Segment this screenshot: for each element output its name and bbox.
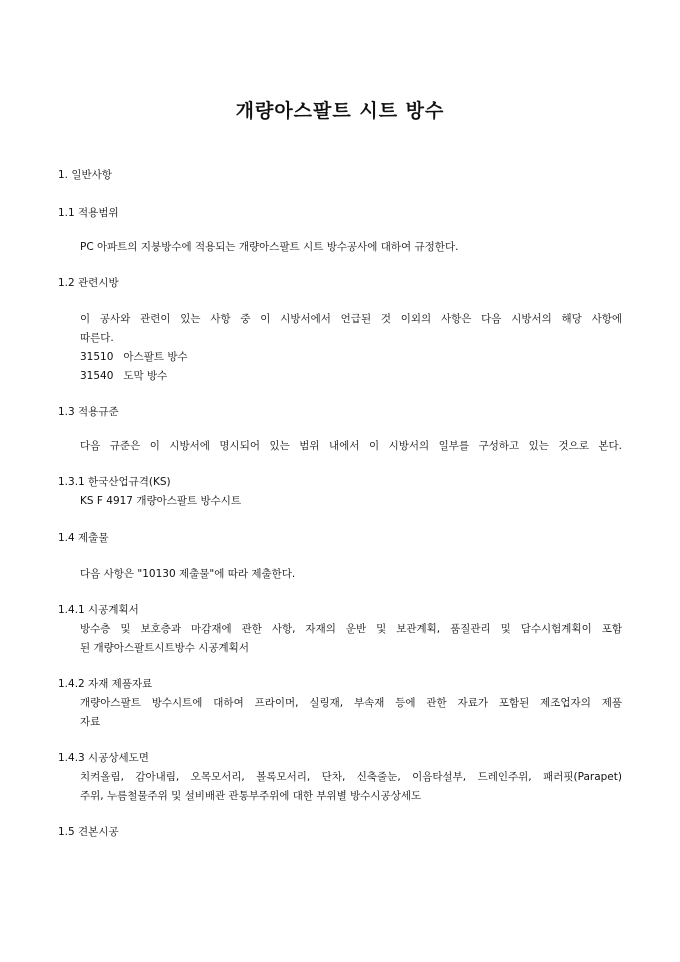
section-heading-1-5: 1.5 견본시공 <box>58 826 119 838</box>
section-text-1-2-line2: 따른다. <box>80 332 114 344</box>
section-heading-1-4-3: 1.4.3 시공상세도면 <box>58 752 149 764</box>
section-heading-1-3-1: 1.3.1 한국산업규격(KS) <box>58 476 171 488</box>
section-text-1-4-2-line2: 자료 <box>80 716 101 728</box>
document-title: 개량아스팔트 시트 방수 <box>235 100 445 122</box>
section-heading-1: 1. 일반사항 <box>58 169 112 181</box>
section-heading-1-4-2: 1.4.2 자재 제품자료 <box>58 678 153 690</box>
section-text-1-4-1-line1: 방수층 및 보호층과 마감재에 관한 사항, 자재의 운반 및 보관계획, 품질관리 및 담수시험계획이 포함 <box>80 623 622 635</box>
section-text-1-4-3-line2: 주위, 누름철물주위 및 설비배관 관통부주위에 대한 부위별 방수시공상세도 <box>80 790 422 802</box>
section-text-1-4-1-line2: 된 개량아스팔트시트방수 시공계획서 <box>80 642 249 654</box>
section-heading-1-3: 1.3 적용규준 <box>58 406 119 418</box>
section-text-1-3-1: KS F 4917 개량아스팔트 방수시트 <box>80 495 242 507</box>
reference-item-31510: 31510 아스팔트 방수 <box>80 351 188 363</box>
section-text-1-3: 다음 규준은 이 시방서에 명시되어 있는 범위 내에서 이 시방서의 일부를 구성하고 있는 것으로 본다. <box>80 440 622 452</box>
section-heading-1-4-1: 1.4.1 시공계획서 <box>58 604 139 616</box>
section-heading-1-4: 1.4 제출물 <box>58 532 109 544</box>
section-text-1-4-2-line1: 개량아스팔트 방수시트에 대하여 프라이머, 실링재, 부속재 등에 관한 자료가 포함된 제조업자의 제품 <box>80 697 622 709</box>
section-text-1-4-3-line1: 치켜올림, 감아내림, 오목모서리, 볼록모서리, 단차, 신축줄눈, 이음타설부, 드레인주위, 패러핏(Parapet) <box>80 771 622 783</box>
reference-item-31540: 31540 도막 방수 <box>80 370 168 382</box>
section-heading-1-1: 1.1 적용범위 <box>58 207 119 219</box>
section-text-1-4: 다음 사항은 "10130 제출물"에 따라 제출한다. <box>80 568 296 580</box>
section-text-1-2-line1: 이 공사와 관련이 있는 사항 중 이 시방서에서 언급된 것 이외의 사항은 다음 시방서의 해당 사항에 <box>80 313 622 325</box>
section-heading-1-2: 1.2 관련시방 <box>58 277 119 289</box>
section-text-1-1: PC 아파트의 지붕방수에 적용되는 개량아스팔트 시트 방수공사에 대하여 규정한다. <box>80 241 459 253</box>
